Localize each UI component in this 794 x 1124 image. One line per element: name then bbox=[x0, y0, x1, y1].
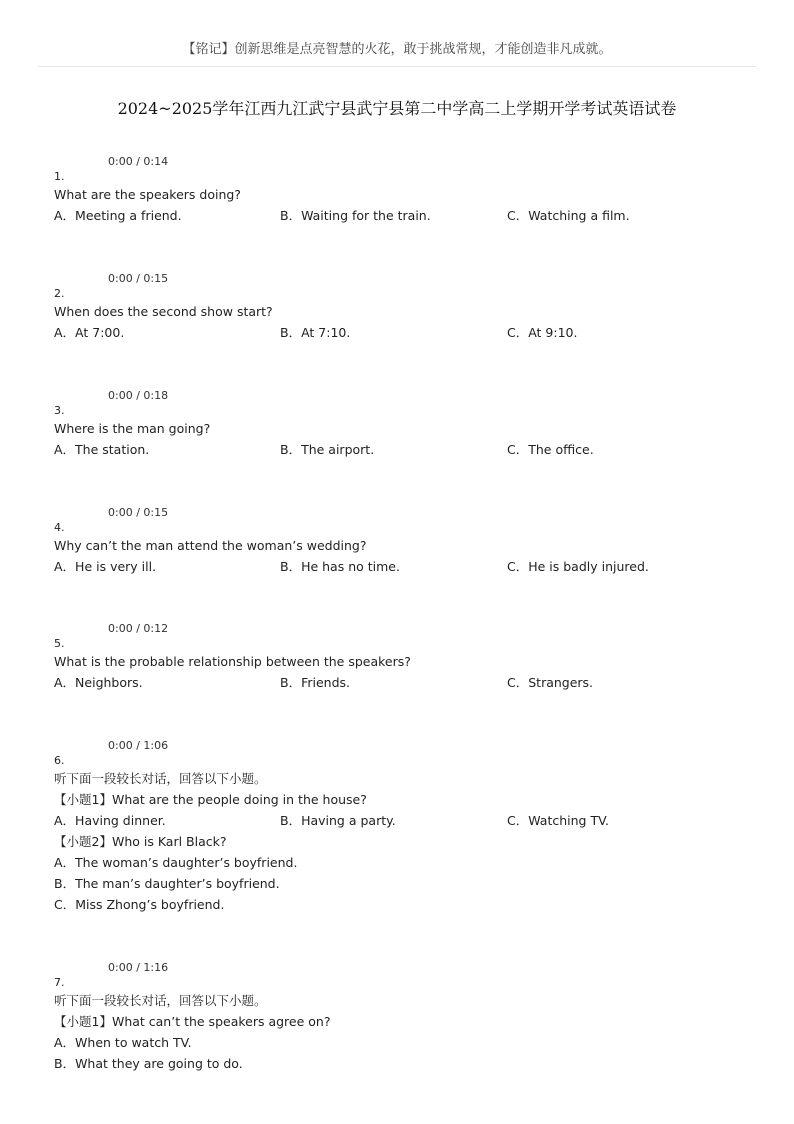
question-prompt: What are the speakers doing? bbox=[54, 187, 241, 202]
question-intro: 听下面一段较长对话，回答以下小题。 bbox=[54, 771, 267, 786]
option-c: C．Watching TV. bbox=[507, 813, 609, 828]
audio-player-q7[interactable]: 0:00 / 1:16 bbox=[108, 961, 169, 974]
subquestion-1-prompt: 【小题1】What can’t the speakers agree on? bbox=[54, 1014, 331, 1029]
question-prompt: Where is the man going? bbox=[54, 421, 211, 436]
option-row bbox=[54, 810, 754, 831]
option-b: B．At 7:10. bbox=[280, 325, 351, 340]
question-prompt: When does the second show start? bbox=[54, 304, 273, 319]
option-b: B．The airport. bbox=[280, 442, 375, 457]
option-b: B．Having a party. bbox=[280, 813, 396, 828]
question-7 bbox=[54, 974, 754, 1074]
option-b: B．He has no time. bbox=[280, 559, 400, 574]
question-5 bbox=[54, 635, 754, 693]
option-c: C．Miss Zhong’s boyfriend. bbox=[54, 897, 225, 912]
option-a: A．The station. bbox=[54, 442, 150, 457]
option-c: C．The office. bbox=[507, 442, 594, 457]
audio-player-q1[interactable]: 0:00 / 0:14 bbox=[108, 155, 169, 168]
audio-player-q6[interactable]: 0:00 / 1:06 bbox=[108, 739, 169, 752]
option-row bbox=[54, 205, 754, 226]
option-a: A．Having dinner. bbox=[54, 813, 166, 828]
option-c: C．Watching a film. bbox=[507, 208, 630, 223]
option-b: B．Waiting for the train. bbox=[280, 208, 431, 223]
question-number: 7. bbox=[54, 976, 65, 989]
option-c: C．Strangers. bbox=[507, 675, 594, 690]
option-row bbox=[54, 322, 754, 343]
option-a: A．At 7:00. bbox=[54, 325, 125, 340]
question-number: 1. bbox=[54, 170, 65, 183]
option-a: A．The woman’s daughter’s boyfriend. bbox=[54, 855, 298, 870]
question-2 bbox=[54, 285, 754, 343]
subquestion-2-prompt: 【小题2】Who is Karl Black? bbox=[54, 834, 227, 849]
question-number: 3. bbox=[54, 404, 65, 417]
option-row bbox=[54, 556, 754, 577]
question-number: 2. bbox=[54, 287, 65, 300]
option-b: B．What they are going to do. bbox=[54, 1056, 243, 1071]
question-4 bbox=[54, 519, 754, 577]
question-prompt: Why can’t the man attend the woman’s wedding? bbox=[54, 538, 367, 553]
audio-player-q5[interactable]: 0:00 / 0:12 bbox=[108, 622, 169, 635]
option-a: A．When to watch TV. bbox=[54, 1035, 192, 1050]
option-b: B．Friends. bbox=[280, 675, 351, 690]
exam-title: 2024~2025学年江西九江武宁县武宁县第二中学高二上学期开学考试英语试卷 bbox=[117, 99, 677, 118]
option-c: C．At 9:10. bbox=[507, 325, 578, 340]
question-intro: 听下面一段较长对话，回答以下小题。 bbox=[54, 993, 267, 1008]
subquestion-1-prompt: 【小题1】What are the people doing in the house? bbox=[54, 792, 367, 807]
option-a: A．He is very ill. bbox=[54, 559, 157, 574]
option-a: A．Neighbors. bbox=[54, 675, 143, 690]
question-number: 5. bbox=[54, 637, 65, 650]
audio-player-q4[interactable]: 0:00 / 0:15 bbox=[108, 506, 169, 519]
question-6 bbox=[54, 752, 754, 915]
option-b: B．The man’s daughter’s boyfriend. bbox=[54, 876, 280, 891]
header-divider bbox=[38, 66, 756, 67]
audio-player-q3[interactable]: 0:00 / 0:18 bbox=[108, 389, 169, 402]
question-number: 6. bbox=[54, 754, 65, 767]
header-motto: 【铭记】创新思维是点亮智慧的火花，敢于挑战常规，才能创造非凡成就。 bbox=[182, 42, 612, 57]
question-prompt: What is the probable relationship between the speakers? bbox=[54, 654, 411, 669]
option-a: A．Meeting a friend. bbox=[54, 208, 182, 223]
option-c: C．He is badly injured. bbox=[507, 559, 649, 574]
question-3 bbox=[54, 402, 754, 460]
option-row bbox=[54, 672, 754, 693]
option-row bbox=[54, 439, 754, 460]
question-number: 4. bbox=[54, 521, 65, 534]
question-1 bbox=[54, 168, 754, 226]
audio-player-q2[interactable]: 0:00 / 0:15 bbox=[108, 272, 169, 285]
